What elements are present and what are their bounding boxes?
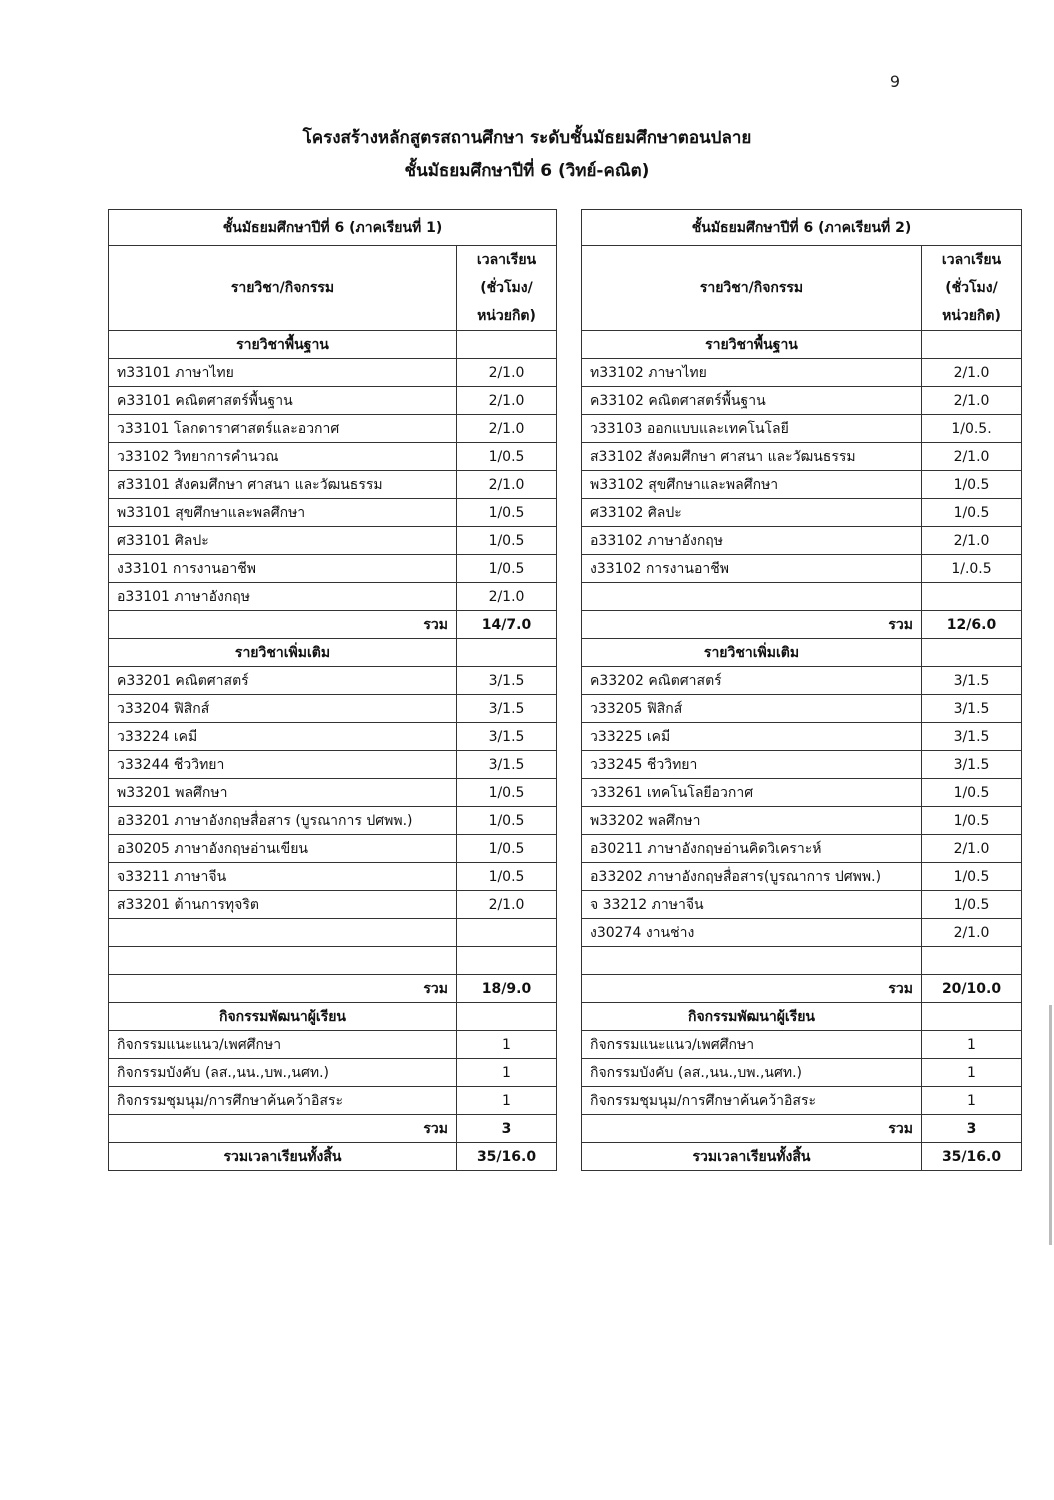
semester-1-table xyxy=(108,209,557,1171)
grand-total-row xyxy=(109,1143,557,1171)
subject-name: กิจกรรมแนะแนว/เพศศึกษา xyxy=(582,1031,922,1059)
empty-cell xyxy=(457,947,557,975)
semester-2-table xyxy=(581,209,1022,1171)
subject-name: พ33201 พลศึกษา xyxy=(109,779,457,807)
subject-time: 3/1.5 xyxy=(922,667,1022,695)
subject-name: ส33101 สังคมศึกษา ศาสนา และวัฒนธรรม xyxy=(109,471,457,499)
subject-name: ค33102 คณิตศาสตร์พื้นฐาน xyxy=(582,387,922,415)
subject-time: 2/1.0 xyxy=(457,471,557,499)
subject-time: 2/1.0 xyxy=(457,583,557,611)
subtotal-row xyxy=(109,611,557,639)
column-header-time-line: เวลาเรียน xyxy=(476,252,537,268)
table-row xyxy=(582,359,1022,387)
column-header-subject: รายวิชา/กิจกรรม xyxy=(109,246,457,331)
table-row xyxy=(582,779,1022,807)
empty-row xyxy=(109,919,557,947)
subject-name: จ 33212 ภาษาจีน xyxy=(582,891,922,919)
empty-row xyxy=(109,947,557,975)
table-row xyxy=(582,751,1022,779)
subject-time: 1/.0.5 xyxy=(922,555,1022,583)
table-row xyxy=(109,695,557,723)
subtotal-label: รวม xyxy=(109,975,457,1003)
table-row xyxy=(582,863,1022,891)
semester-header-row xyxy=(109,210,557,246)
subject-name: กิจกรรมชุมนุม/การศึกษาค้นคว้าอิสระ xyxy=(582,1087,922,1115)
subtotal-value: 18/9.0 xyxy=(457,975,557,1003)
section-basic-label: รายวิชาพื้นฐาน xyxy=(109,331,457,359)
subtotal-value: 3 xyxy=(457,1115,557,1143)
subtotal-value: 12/6.0 xyxy=(922,611,1022,639)
table-row xyxy=(109,387,557,415)
subtotal-row xyxy=(109,975,557,1003)
empty-cell xyxy=(457,331,557,359)
table-row xyxy=(109,583,557,611)
subject-time: 1 xyxy=(922,1059,1022,1087)
subject-name: ว33103 ออกแบบและเทคโนโลยี xyxy=(582,415,922,443)
subject-time: 3/1.5 xyxy=(922,751,1022,779)
empty-cell xyxy=(109,947,457,975)
subject-name: ว33225 เคมี xyxy=(582,723,922,751)
subject-time: 1/0.5 xyxy=(922,471,1022,499)
empty-cell xyxy=(922,639,1022,667)
table-row xyxy=(582,1031,1022,1059)
document-subtitle: ชั้นมัธยมศึกษาปีที่ 6 (วิทย์-คณิต) xyxy=(404,161,650,181)
subject-name: ง30274 งานช่าง xyxy=(582,919,922,947)
subject-time: 1/0.5 xyxy=(457,807,557,835)
subject-time: 3/1.5 xyxy=(922,723,1022,751)
table-row xyxy=(109,779,557,807)
subject-time: 1/0.5 xyxy=(457,779,557,807)
subject-name: กิจกรรมบังคับ (ลส.,นน.,บพ.,นศท.) xyxy=(109,1059,457,1087)
subject-time: 2/1.0 xyxy=(922,919,1022,947)
subject-name: อ33201 ภาษาอังกฤษสื่อสาร (บูรณาการ ปศพพ.) xyxy=(109,807,457,835)
empty-cell xyxy=(109,919,457,947)
table-row xyxy=(109,863,557,891)
section-activities-label: กิจกรรมพัฒนาผู้เรียน xyxy=(582,1003,922,1031)
subject-name: พ33102 สุขศึกษาและพลศึกษา xyxy=(582,471,922,499)
table-row xyxy=(582,807,1022,835)
table-row xyxy=(109,667,557,695)
section-header-row xyxy=(582,331,1022,359)
subject-name: ว33261 เทคโนโลยีอวกาศ xyxy=(582,779,922,807)
subject-time: 2/1.0 xyxy=(922,359,1022,387)
table-row xyxy=(109,891,557,919)
subject-name: จ33211 ภาษาจีน xyxy=(109,863,457,891)
table-row xyxy=(109,807,557,835)
empty-cell xyxy=(457,919,557,947)
subject-name: กิจกรรมบังคับ (ลส.,นน.,บพ.,นศท.) xyxy=(582,1059,922,1087)
table-row xyxy=(582,835,1022,863)
table-row xyxy=(582,667,1022,695)
table-row xyxy=(582,499,1022,527)
subject-time: 1/0.5 xyxy=(457,499,557,527)
table-row xyxy=(582,1087,1022,1115)
subject-time: 1/0.5 xyxy=(457,443,557,471)
subject-name: ค33101 คณิตศาสตร์พื้นฐาน xyxy=(109,387,457,415)
table-row xyxy=(109,471,557,499)
subject-name: ส33102 สังคมศึกษา ศาสนา และวัฒนธรรม xyxy=(582,443,922,471)
subject-name: ค33201 คณิตศาสตร์ xyxy=(109,667,457,695)
section-header-row xyxy=(109,331,557,359)
subtotal-row xyxy=(582,1115,1022,1143)
section-basic-label: รายวิชาพื้นฐาน xyxy=(582,331,922,359)
table-row xyxy=(582,695,1022,723)
subject-time: 2/1.0 xyxy=(922,387,1022,415)
subject-name: อ30205 ภาษาอังกฤษอ่านเขียน xyxy=(109,835,457,863)
subject-time: 3/1.5 xyxy=(922,695,1022,723)
subject-time: 3/1.5 xyxy=(457,667,557,695)
column-header-time-line: (ชั่วโมง/ xyxy=(945,280,998,296)
table-row xyxy=(109,1031,557,1059)
subject-name: ศ33101 ศิลปะ xyxy=(109,527,457,555)
column-header-time-line: เวลาเรียน xyxy=(941,252,1002,268)
empty-cell xyxy=(922,331,1022,359)
empty-cell xyxy=(457,1003,557,1031)
subject-time: 1/0.5. xyxy=(922,415,1022,443)
subject-name: กิจกรรมแนะแนว/เพศศึกษา xyxy=(109,1031,457,1059)
table-row xyxy=(109,499,557,527)
column-header-row xyxy=(582,246,1022,331)
subject-name: พ33101 สุขศึกษาและพลศึกษา xyxy=(109,499,457,527)
column-header-time xyxy=(922,246,1022,331)
subtotal-value: 3 xyxy=(922,1115,1022,1143)
subject-time: 1/0.5 xyxy=(922,499,1022,527)
empty-cell xyxy=(582,583,922,611)
subject-name: ว33244 ชีววิทยา xyxy=(109,751,457,779)
table-row xyxy=(582,891,1022,919)
subtotal-row xyxy=(582,611,1022,639)
table-row xyxy=(109,415,557,443)
subtotal-label: รวม xyxy=(109,1115,457,1143)
subtotal-row xyxy=(109,1115,557,1143)
table-row xyxy=(582,555,1022,583)
semester-header: ชั้นมัธยมศึกษาปีที่ 6 (ภาคเรียนที่ 1) xyxy=(109,210,557,246)
subject-time: 1/0.5 xyxy=(457,527,557,555)
subject-time: 2/1.0 xyxy=(922,443,1022,471)
section-additional-label: รายวิชาเพิ่มเติม xyxy=(109,639,457,667)
subject-name: ท33102 ภาษาไทย xyxy=(582,359,922,387)
column-header-row xyxy=(109,246,557,331)
table-row xyxy=(109,751,557,779)
subtotal-label: รวม xyxy=(582,611,922,639)
section-header-row xyxy=(582,1003,1022,1031)
subtotal-label: รวม xyxy=(582,975,922,1003)
empty-cell xyxy=(922,947,1022,975)
subject-name: ง33102 การงานอาชีพ xyxy=(582,555,922,583)
subject-time: 1 xyxy=(457,1087,557,1115)
subject-name: กิจกรรมชุมนุม/การศึกษาค้นคว้าอิสระ xyxy=(109,1087,457,1115)
subject-name: ท33101 ภาษาไทย xyxy=(109,359,457,387)
subject-name: ศ33102 ศิลปะ xyxy=(582,499,922,527)
column-header-time-line: หน่วยกิต) xyxy=(477,308,536,324)
semester-header-row xyxy=(582,210,1022,246)
subtotal-label: รวม xyxy=(109,611,457,639)
column-header-time-line: (ชั่วโมง/ xyxy=(480,280,533,296)
table-row xyxy=(109,835,557,863)
subject-time: 1/0.5 xyxy=(922,807,1022,835)
subject-name: อ30211 ภาษาอังกฤษอ่านคิดวิเคราะห์ xyxy=(582,835,922,863)
subject-time: 2/1.0 xyxy=(457,359,557,387)
grand-total-value: 35/16.0 xyxy=(922,1143,1022,1171)
grand-total-label: รวมเวลาเรียนทั้งสิ้น xyxy=(582,1143,922,1171)
subject-name: ว33101 โลกดาราศาสตร์และอวกาศ xyxy=(109,415,457,443)
table-row xyxy=(109,555,557,583)
subject-time: 1/0.5 xyxy=(922,863,1022,891)
empty-cell xyxy=(457,639,557,667)
subject-time: 1/0.5 xyxy=(922,779,1022,807)
section-activities-label: กิจกรรมพัฒนาผู้เรียน xyxy=(109,1003,457,1031)
subject-time: 2/1.0 xyxy=(457,891,557,919)
subject-time: 1/0.5 xyxy=(457,555,557,583)
empty-cell xyxy=(922,1003,1022,1031)
subject-name: อ33102 ภาษาอังกฤษ xyxy=(582,527,922,555)
table-row xyxy=(582,723,1022,751)
subtotal-value: 14/7.0 xyxy=(457,611,557,639)
subtotal-label: รวม xyxy=(582,1115,922,1143)
table-row xyxy=(109,527,557,555)
table-row xyxy=(582,415,1022,443)
subject-time: 2/1.0 xyxy=(922,527,1022,555)
empty-row xyxy=(582,947,1022,975)
subject-name: ค33202 คณิตศาสตร์ xyxy=(582,667,922,695)
subject-name: ง33101 การงานอาชีพ xyxy=(109,555,457,583)
subject-name: อ33101 ภาษาอังกฤษ xyxy=(109,583,457,611)
subject-time: 1/0.5 xyxy=(457,863,557,891)
subject-name: อ33202 ภาษาอังกฤษสื่อสาร(บูรณาการ ปศพพ.) xyxy=(582,863,922,891)
subtotal-value: 20/10.0 xyxy=(922,975,1022,1003)
subject-name: ว33245 ชีววิทยา xyxy=(582,751,922,779)
table-row xyxy=(582,387,1022,415)
grand-total-row xyxy=(582,1143,1022,1171)
subject-time: 2/1.0 xyxy=(922,835,1022,863)
subject-time: 1/0.5 xyxy=(922,891,1022,919)
subject-name: ว33205 ฟิสิกส์ xyxy=(582,695,922,723)
subject-name: พ33202 พลศึกษา xyxy=(582,807,922,835)
subtotal-row xyxy=(582,975,1022,1003)
subject-time: 2/1.0 xyxy=(457,415,557,443)
table-row xyxy=(582,1059,1022,1087)
column-header-subject: รายวิชา/กิจกรรม xyxy=(582,246,922,331)
subject-time: 1 xyxy=(457,1059,557,1087)
table-row xyxy=(582,919,1022,947)
table-row xyxy=(109,443,557,471)
subject-time: 1 xyxy=(922,1031,1022,1059)
section-header-row xyxy=(582,639,1022,667)
subject-name: ว33224 เคมี xyxy=(109,723,457,751)
subject-time: 1 xyxy=(457,1031,557,1059)
column-header-time xyxy=(457,246,557,331)
subject-time: 1 xyxy=(922,1087,1022,1115)
section-additional-label: รายวิชาเพิ่มเติม xyxy=(582,639,922,667)
table-row xyxy=(582,443,1022,471)
semester-header: ชั้นมัธยมศึกษาปีที่ 6 (ภาคเรียนที่ 2) xyxy=(582,210,1022,246)
subject-time: 3/1.5 xyxy=(457,695,557,723)
table-row xyxy=(109,723,557,751)
empty-cell xyxy=(922,583,1022,611)
subject-time: 2/1.0 xyxy=(457,387,557,415)
empty-cell xyxy=(582,947,922,975)
subject-name: ว33204 ฟิสิกส์ xyxy=(109,695,457,723)
grand-total-label: รวมเวลาเรียนทั้งสิ้น xyxy=(109,1143,457,1171)
table-row xyxy=(109,359,557,387)
document-title: โครงสร้างหลักสูตรสถานศึกษา ระดับชั้นมัธยมศึกษาตอนปลาย xyxy=(302,128,752,148)
page-number: 9 xyxy=(889,72,901,91)
grand-total-value: 35/16.0 xyxy=(457,1143,557,1171)
empty-row xyxy=(582,583,1022,611)
subject-time: 3/1.5 xyxy=(457,723,557,751)
subject-time: 1/0.5 xyxy=(457,835,557,863)
subject-name: ส33201 ต้านการทุจริต xyxy=(109,891,457,919)
column-header-time-line: หน่วยกิต) xyxy=(942,308,1001,324)
table-row xyxy=(109,1059,557,1087)
table-row xyxy=(109,1087,557,1115)
table-row xyxy=(582,527,1022,555)
page-edge-shadow xyxy=(1049,1005,1052,1245)
table-row xyxy=(582,471,1022,499)
subject-time: 3/1.5 xyxy=(457,751,557,779)
subject-name: ว33102 วิทยาการคำนวณ xyxy=(109,443,457,471)
section-header-row xyxy=(109,639,557,667)
section-header-row xyxy=(109,1003,557,1031)
